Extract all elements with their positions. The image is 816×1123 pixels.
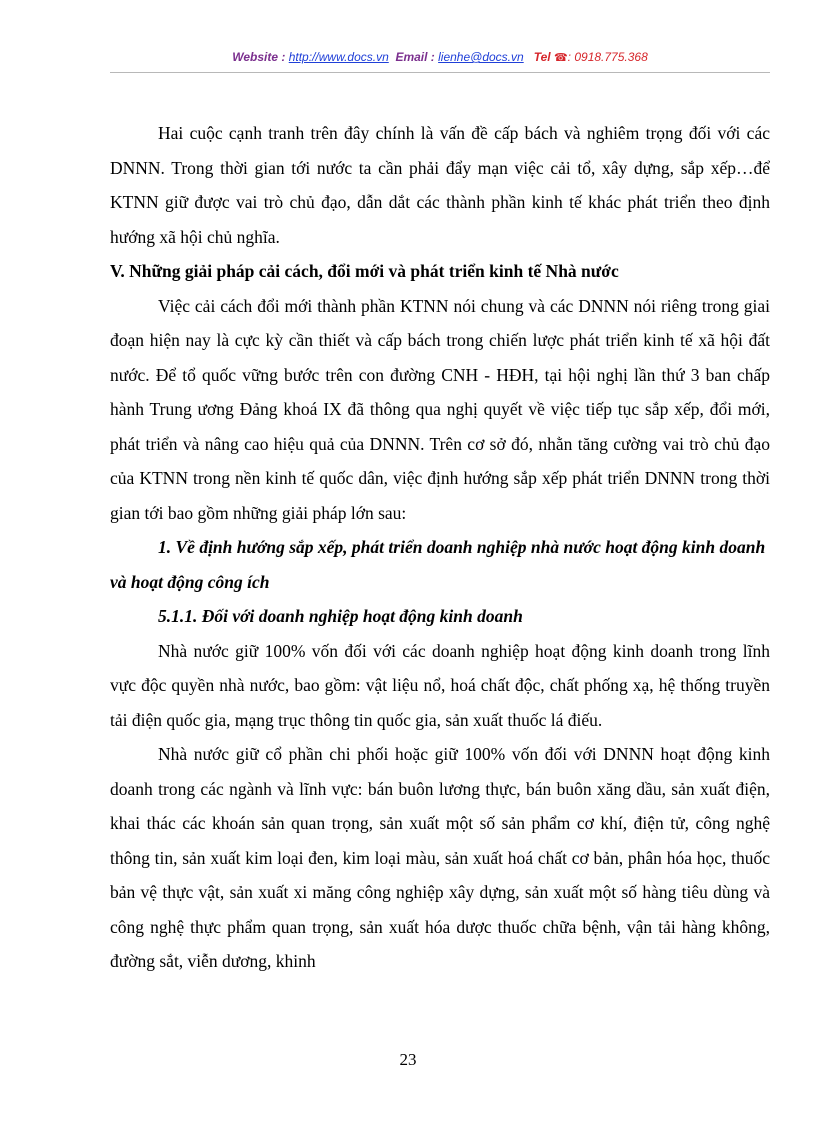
tel-label: Tel <box>533 50 551 64</box>
email-label: Email <box>395 50 428 64</box>
page-header <box>110 50 770 73</box>
website-label: Website <box>232 50 279 64</box>
paragraph-monopoly: Nhà nước giữ 100% vốn đối với các doanh nghiệp hoạt động kinh doanh trong lĩnh vực độc quyền nhà nước, bao gồm: vật liệu nổ, hoá chất độc, chất phống xạ, hệ thống truyền tải điện quốc gia, mạng trục thông tin quốc gia, sản xuất thuốc lá điếu. <box>110 640 770 730</box>
telephone-icon: ☎ <box>553 52 568 64</box>
subsection-heading-1: 1. Về định hướng sắp xếp, phát triển doanh nghiệp nhà nước hoạt động kinh doanh và hoạt động công ích <box>110 537 766 592</box>
email-link[interactable]: lienhe@docs.vn <box>438 50 524 64</box>
page-number: 23 <box>399 1050 417 1069</box>
document-body <box>110 116 770 979</box>
email-separator: : <box>427 50 439 64</box>
paragraph-controlling-share: Nhà nước giữ cổ phần chi phối hoặc giữ 100% vốn đối với DNNN hoạt động kinh doanh trong các ngành và lĩnh vực: bán buôn lương thực, bán buôn xăng dầu, sản xuất điện, khai thác các khoán sản quan trọng, sản xuất một số sản phẩm cơ khí, điện tử, công nghệ thông tin, sản xuất kim loại đen, kim loại màu, sản xuất hoá chất cơ bản, phân hóa học, thuốc bản vệ thực vật, sản xuất xi măng công nghiệp xây dựng, sản xuất một số hàng tiêu dùng và công nghệ thực phẩm quan trọng, sản xuất hóa dược thuốc chữa bệnh, vận tải hàng không, đường sắt, viễn dương, khinh <box>110 744 770 971</box>
paragraph-solutions: Việc cải cách đổi mới thành phần KTNN nói chung và các DNNN nói riêng trong giai đoạn hiện nay là cực kỳ cần thiết và cấp bách trong chiến lược phát triển kinh tế xã hội đất nước. Để tổ quốc vững bước trên con đường CNH - HĐH, tại hội nghị lần thứ 3 ban chấp hành Trung ương Đảng khoá IX đã thông qua nghị quyết về việc tiếp tục sắp xếp, đổi mới, phát triển và nâng cao hiệu quả của DNNN. Trên cơ sở đó, nhằn tăng cường vai trò chủ đạo của KTNN trong nền kinh tế quốc dân, việc định hướng sắp xếp phát triển DNNN trong thời gian tới bao gồm những giải pháp lớn sau: <box>110 295 770 523</box>
website-separator: : <box>278 50 289 64</box>
section-heading-v: V. Những giải pháp cải cách, đổi mới và phát triển kinh tế Nhà nước <box>110 261 619 281</box>
phone-number: : 0918.775.368 <box>567 50 648 64</box>
paragraph-intro: Hai cuộc cạnh tranh trên đây chính là vấn đề cấp bách và nghiêm trọng đối với các DNNN. Trong thời gian tới nước ta cần phải đẩy mạn việc cải tổ, xây dựng, sắp xếp…để KTNN giữ được vai trò chủ đạo, dẫn dắt các thành phần kinh tế khác phát triển theo định hướng xã hội chủ nghĩa. <box>110 123 770 247</box>
website-link[interactable]: http://www.docs.vn <box>288 50 389 64</box>
subsection-heading-5-1-1: 5.1.1. Đối với doanh nghiệp hoạt động kinh doanh <box>158 606 523 626</box>
